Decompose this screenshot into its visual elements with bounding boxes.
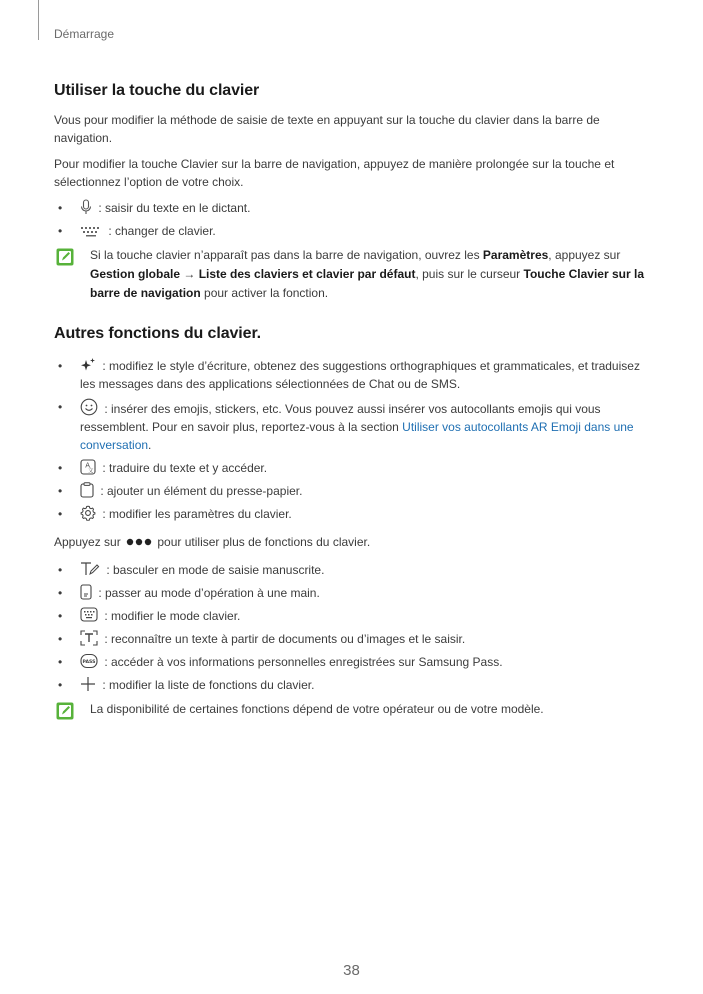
keyboard-key-options-list (54, 199, 654, 240)
list-item: • : passer au mode d’opération à une main. (54, 584, 654, 602)
keyboard-functions-list (54, 357, 654, 523)
microphone-icon (80, 199, 92, 215)
one-hand-icon (80, 584, 92, 600)
list-item: • PASS : accéder à vos informations personnelles enregistrées sur Samsung Pass. (54, 653, 654, 671)
plus-icon (80, 676, 96, 692)
more-options-icon (126, 533, 152, 551)
paragraph-intro: Vous pour modifier la méthode de saisie de texte en appuyant sur la touche du clavier dans la barre de navigation. (54, 113, 600, 145)
list-item: • : modifiez le style d’écriture, obtenez des suggestions orthographiques et grammaticales, et traduisez les messages dans des applications sélectionnées de Chat ou de SMS. (54, 357, 654, 393)
list-item: • : saisir du texte en le dictant. (54, 199, 654, 217)
note-text: La disponibilité de certaines fonctions dépend de votre opérateur ou de votre modèle. (90, 702, 544, 716)
list-item: • : insérer des emojis, stickers, etc. Vous pouvez aussi insérer vos autocollants emojis qui vous ressemblent. Pour en savoir plus, reportez-vous à la section Utiliser vos autocollants AR Emoji dans une conversation. (54, 398, 654, 454)
svg-text:文: 文 (88, 468, 94, 475)
keyboard-mode-icon (80, 607, 98, 623)
list-item: • : changer de clavier. (54, 222, 654, 240)
sparkle-ai-icon (80, 357, 96, 373)
section-title-keyboard-key: Utiliser la touche du clavier (54, 82, 260, 99)
page-content (54, 82, 654, 719)
keyboard-icon (80, 226, 102, 238)
list-item: • : modifier la liste de fonctions du clavier. (54, 676, 654, 694)
svg-text:A: • A (85, 461, 90, 470)
note-text: Si la touche clavier n’apparaît pas dans la barre de navigation, ouvrez les Paramètres, appuyez sur Gestion globale → Liste des claviers et clavier par défaut, puis sur le curseur Touche Clavier sur la barre de navigation pour activer la fonction. (90, 248, 645, 300)
more-functions-paragraph: Appuyez sur pour utiliser plus de fonctions du clavier. (54, 535, 371, 549)
svg-text:PASS: • PASS (82, 660, 96, 665)
more-functions-list (54, 561, 654, 694)
section-label: Démarrage (54, 27, 115, 41)
paragraph-modify-key: Pour modifier la touche Clavier sur la barre de navigation, appuyez de manière prolongée sur la touche et sélectionnez l’option de votre choix. (54, 157, 615, 189)
gear-icon (80, 505, 96, 521)
list-item: • : reconnaître un texte à partir de documents ou d’images et le saisir. (54, 630, 654, 648)
note-pencil-icon (56, 248, 74, 269)
list-item: • A 文 : traduire du texte et y accéder. (54, 459, 654, 477)
margin-rule (38, 0, 39, 40)
handwriting-icon (80, 561, 100, 577)
section-link-ar-emoji[interactable]: Utiliser vos autocollants AR Emoji dans une conversation (80, 420, 634, 452)
list-item: • : modifier les paramètres du clavier. (54, 505, 654, 523)
translate-icon (80, 459, 96, 475)
samsung-pass-icon (80, 653, 98, 669)
note-navigation-key (54, 246, 654, 303)
list-item: • : ajouter un élément du presse-papier. (54, 482, 654, 500)
list-item: • : modifier le mode clavier. (54, 607, 654, 625)
section-title-other-functions: Autres fonctions du clavier. (54, 325, 262, 342)
note-availability (54, 700, 654, 719)
clipboard-icon (80, 482, 94, 498)
emoji-icon (80, 398, 98, 416)
note-pencil-icon (56, 702, 74, 723)
page-number: 38 (343, 962, 360, 979)
text-scan-icon (80, 630, 98, 646)
list-item: • : basculer en mode de saisie manuscrite. (54, 561, 654, 579)
